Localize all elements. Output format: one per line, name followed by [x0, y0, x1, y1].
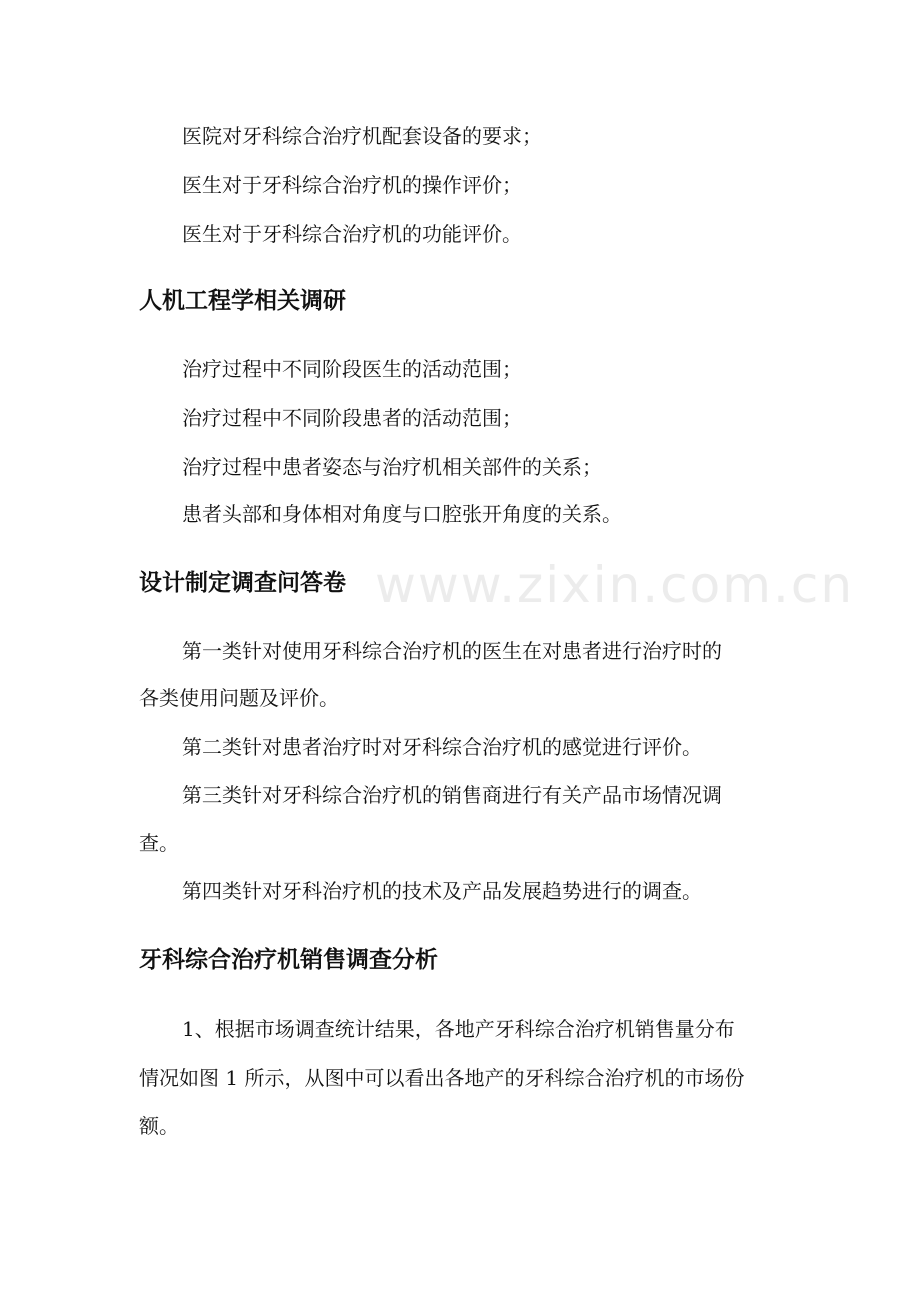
paragraph-line: 第三类针对牙科综合治疗机的销售商进行有关产品市场情况调 — [182, 783, 722, 807]
paragraph-line: 情况如图 1 所示，从图中可以看出各地产的牙科综合治疗机的市场份 — [139, 1066, 745, 1090]
paragraph-line: 第二类针对患者治疗时对牙科综合治疗机的感觉进行评价。 — [182, 735, 702, 759]
paragraph-line: 第四类针对牙科治疗机的技术及产品发展趋势进行的调查。 — [182, 879, 702, 903]
list-item: 治疗过程中不同阶段医生的活动范围； — [182, 357, 522, 381]
paragraph-line: 各类使用问题及评价。 — [139, 686, 339, 710]
list-item: 医生对于牙科综合治疗机的功能评价。 — [182, 222, 522, 246]
list-item: 医院对牙科综合治疗机配套设备的要求； — [182, 124, 542, 148]
paragraph-line: 查。 — [139, 831, 179, 855]
section-heading-sales-analysis: 牙科综合治疗机销售调查分析 — [139, 947, 438, 973]
list-item: 患者头部和身体相对角度与口腔张开角度的关系。 — [182, 502, 622, 526]
section-heading-questionnaire: 设计制定调查问答卷 — [139, 570, 346, 596]
paragraph-line: 1、根据市场调查统计结果，各地产牙科综合治疗机销售量分布 — [182, 1017, 735, 1041]
list-item: 治疗过程中患者姿态与治疗机相关部件的关系； — [182, 455, 602, 479]
watermark: www.zixin.com.cn — [375, 556, 855, 614]
paragraph-line: 额。 — [139, 1114, 179, 1138]
list-item: 治疗过程中不同阶段患者的活动范围； — [182, 406, 522, 430]
paragraph-line: 第一类针对使用牙科综合治疗机的医生在对患者进行治疗时的 — [182, 639, 722, 663]
section-heading-ergonomics: 人机工程学相关调研 — [139, 288, 346, 314]
list-item: 医生对于牙科综合治疗机的操作评价； — [182, 173, 522, 197]
